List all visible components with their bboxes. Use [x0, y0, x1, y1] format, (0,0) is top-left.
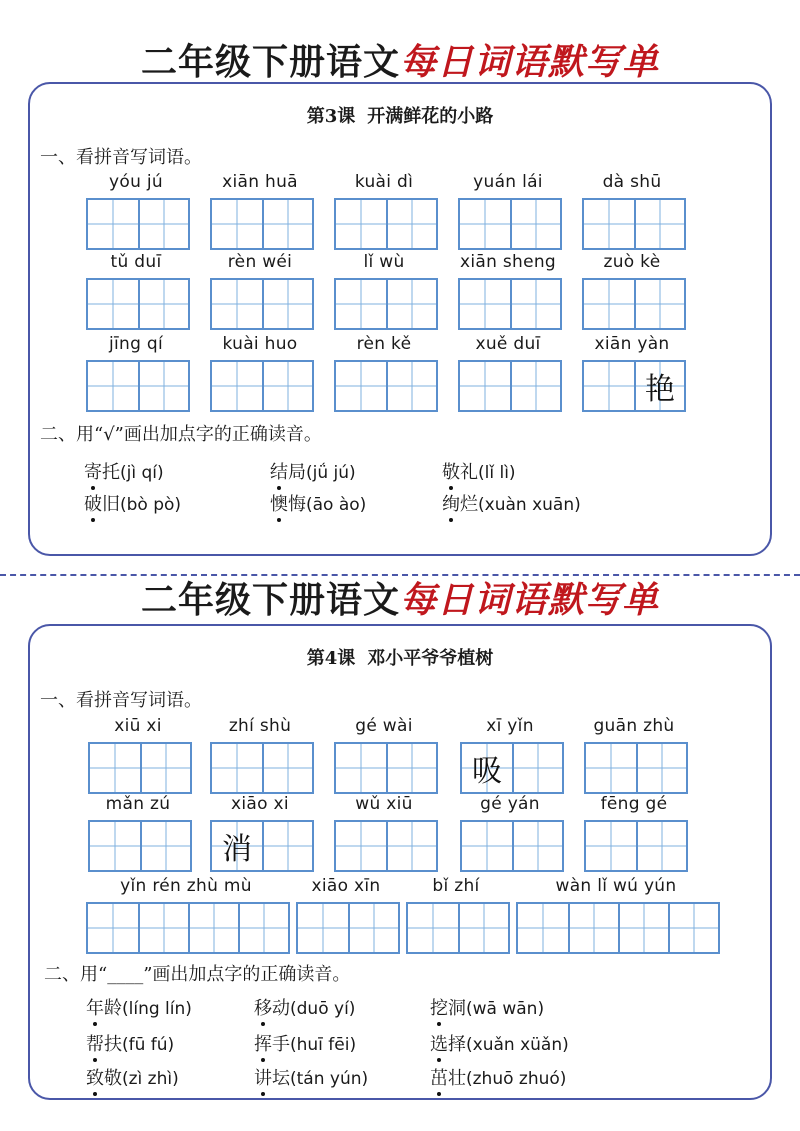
- item-word: 茁壮: [430, 1068, 466, 1089]
- pinyin-label: zhí shù: [228, 716, 292, 736]
- tian-zi-cell[interactable]: 艳: [634, 362, 684, 410]
- writing-grid[interactable]: [88, 742, 192, 794]
- tian-zi-cell[interactable]: [212, 200, 262, 248]
- tian-zi-cell[interactable]: 消: [212, 822, 262, 870]
- pronunciation-item: [442, 494, 581, 516]
- writing-grid[interactable]: [210, 278, 314, 330]
- item-word: 讲坛: [254, 1068, 290, 1089]
- tian-zi-cell[interactable]: [584, 362, 634, 410]
- writing-grid[interactable]: [458, 198, 562, 250]
- tian-zi-cell[interactable]: [138, 200, 188, 248]
- writing-grid[interactable]: [86, 198, 190, 250]
- emphasis-dot-icon: [261, 1022, 265, 1026]
- writing-grid[interactable]: [210, 742, 314, 794]
- pinyin-label: yóu jú: [109, 172, 163, 192]
- writing-grid[interactable]: [516, 902, 720, 954]
- writing-grid[interactable]: [86, 902, 290, 954]
- tian-zi-cell[interactable]: [386, 822, 436, 870]
- tian-zi-cell[interactable]: [568, 904, 618, 952]
- item-word: 挥手: [254, 1034, 290, 1055]
- emphasis-dot-icon: [277, 486, 281, 490]
- emphasis-dot-icon: [437, 1058, 441, 1062]
- writing-grid[interactable]: [296, 902, 400, 954]
- pronunciation-item: [430, 1068, 566, 1090]
- sheet1-section1-title: 一、看拼音写词语。: [40, 147, 202, 168]
- sheet2-header-grade: 二年级下册语文: [140, 580, 400, 621]
- tian-zi-cell[interactable]: [336, 280, 386, 328]
- tian-zi-cell[interactable]: [584, 280, 634, 328]
- writing-grid[interactable]: [460, 820, 564, 872]
- pinyin-label: xuě duī: [475, 334, 541, 354]
- tian-zi-cell[interactable]: [88, 280, 138, 328]
- pinyin-label: yǐn rén zhù mù: [120, 876, 252, 896]
- tian-zi-cell[interactable]: [262, 744, 312, 792]
- tian-zi-cell[interactable]: [584, 200, 634, 248]
- tian-zi-cell[interactable]: [138, 362, 188, 410]
- tian-zi-cell[interactable]: [138, 904, 188, 952]
- pinyin-label: yuán lái: [473, 172, 543, 192]
- writing-grid[interactable]: [458, 360, 562, 412]
- item-pinyin-options[interactable]: (zì zhì): [122, 1069, 179, 1089]
- writing-grid[interactable]: [334, 360, 438, 412]
- tian-zi-cell[interactable]: [512, 822, 562, 870]
- tian-zi-cell[interactable]: [518, 904, 568, 952]
- item-word: 挖洞: [430, 998, 466, 1019]
- writing-grid[interactable]: [334, 198, 438, 250]
- tian-zi-cell[interactable]: [212, 744, 262, 792]
- tian-zi-cell[interactable]: [460, 200, 510, 248]
- sheet1-header-title: 每日词语默写单: [400, 41, 660, 83]
- item-pinyin-options[interactable]: (wā wān): [466, 999, 545, 1019]
- tian-zi-cell[interactable]: [636, 744, 686, 792]
- pronunciation-item: [84, 494, 181, 516]
- item-pinyin-options[interactable]: (huī fēi): [290, 1035, 357, 1055]
- tian-zi-cell[interactable]: [336, 362, 386, 410]
- pinyin-label: tǔ duī: [110, 252, 162, 272]
- tian-zi-cell[interactable]: [510, 200, 560, 248]
- pronunciation-item: [86, 1068, 179, 1090]
- pinyin-label: guān zhù: [593, 716, 675, 736]
- tian-zi-cell[interactable]: 吸: [462, 744, 512, 792]
- item-word: 敬礼: [442, 462, 478, 483]
- sheet1-header: [0, 40, 800, 85]
- pronunciation-item: [86, 998, 192, 1020]
- pinyin-label: fēng gé: [600, 794, 668, 814]
- tian-zi-cell[interactable]: [386, 362, 436, 410]
- emphasis-dot-icon: [93, 1022, 97, 1026]
- item-pinyin-options[interactable]: (xuǎn xüǎn): [466, 1035, 569, 1055]
- writing-grid[interactable]: [334, 278, 438, 330]
- pinyin-label: jīng qí: [108, 334, 164, 354]
- item-word: 寄托: [84, 462, 120, 483]
- item-pinyin-options[interactable]: (jǘ jú): [306, 463, 356, 483]
- tian-zi-cell[interactable]: [510, 362, 560, 410]
- tian-zi-cell[interactable]: [386, 200, 436, 248]
- tian-zi-cell[interactable]: [386, 744, 436, 792]
- item-word: 绚烂: [442, 494, 478, 515]
- sheet2-header-title: 每日词语默写单: [400, 579, 660, 621]
- item-pinyin-options[interactable]: (líng lín): [122, 999, 192, 1019]
- tian-zi-cell[interactable]: [212, 362, 262, 410]
- tian-zi-cell[interactable]: [634, 280, 684, 328]
- tian-zi-cell[interactable]: [408, 904, 458, 952]
- pinyin-label: gé yán: [480, 794, 540, 814]
- tian-zi-cell[interactable]: [348, 904, 398, 952]
- pronunciation-item: [254, 998, 355, 1020]
- writing-grid[interactable]: [210, 198, 314, 250]
- pinyin-label: gé wài: [355, 716, 413, 736]
- sheet2-section2-title: 二、用“____”画出加点字的正确读音。: [44, 964, 351, 985]
- item-word: 致敬: [86, 1068, 122, 1089]
- pronunciation-item: [430, 1034, 569, 1056]
- pronunciation-item: [430, 998, 544, 1020]
- pinyin-label: bǐ zhí: [432, 876, 480, 896]
- tian-zi-cell[interactable]: [634, 200, 684, 248]
- pinyin-label: xiān sheng: [459, 252, 557, 272]
- pronunciation-item: [442, 462, 516, 484]
- item-word: 帮扶: [86, 1034, 122, 1055]
- tian-zi-cell[interactable]: [262, 280, 312, 328]
- emphasis-dot-icon: [91, 518, 95, 522]
- pinyin-label: wǔ xiū: [355, 794, 413, 814]
- pinyin-label: wàn lǐ wú yún: [555, 876, 677, 896]
- pronunciation-item: [86, 1034, 174, 1056]
- emphasis-dot-icon: [277, 518, 281, 522]
- pinyin-label: xiān yàn: [594, 334, 670, 354]
- sheet1-lesson-number: 第3课: [306, 106, 356, 127]
- sheet1-lesson-title: [30, 106, 770, 128]
- tian-zi-cell[interactable]: [668, 904, 718, 952]
- emphasis-dot-icon: [449, 486, 453, 490]
- item-word: 年龄: [86, 998, 122, 1019]
- tian-zi-cell[interactable]: [336, 822, 386, 870]
- item-pinyin-options[interactable]: (lǐ lì): [478, 463, 516, 483]
- tian-zi-cell[interactable]: [512, 744, 562, 792]
- sheet2-lesson-name: 邓小平爷爷植树: [367, 648, 494, 669]
- tian-zi-cell[interactable]: [140, 744, 190, 792]
- tian-zi-cell[interactable]: [140, 822, 190, 870]
- tian-zi-cell[interactable]: [262, 362, 312, 410]
- pinyin-label: xiū xi: [114, 716, 162, 736]
- writing-grid[interactable]: [584, 820, 688, 872]
- emphasis-dot-icon: [93, 1058, 97, 1062]
- pinyin-label: rèn kě: [356, 334, 412, 354]
- item-word: 移动: [254, 998, 290, 1019]
- tian-zi-cell[interactable]: [238, 904, 288, 952]
- item-pinyin-options[interactable]: (zhuō zhuó): [466, 1069, 567, 1089]
- pronunciation-item: [84, 462, 164, 484]
- tian-zi-cell[interactable]: [618, 904, 668, 952]
- tian-zi-cell[interactable]: [262, 822, 312, 870]
- sheet2-section1-title: 一、看拼音写词语。: [40, 690, 202, 711]
- pronunciation-item: [254, 1068, 368, 1090]
- sheet1-panel: [28, 82, 772, 556]
- tian-zi-cell[interactable]: [90, 822, 140, 870]
- emphasis-dot-icon: [449, 518, 453, 522]
- tian-zi-cell[interactable]: [460, 280, 510, 328]
- pinyin-label: xiāo xi: [231, 794, 289, 814]
- sheet2-lesson-number: 第4课: [306, 648, 356, 669]
- item-pinyin-options[interactable]: (tán yún): [290, 1069, 369, 1089]
- pronunciation-item: [270, 462, 356, 484]
- tian-zi-cell[interactable]: [336, 744, 386, 792]
- emphasis-dot-icon: [437, 1022, 441, 1026]
- sheet1-header-grade: 二年级下册语文: [140, 42, 400, 83]
- emphasis-dot-icon: [261, 1058, 265, 1062]
- tian-zi-cell[interactable]: [586, 744, 636, 792]
- tian-zi-cell[interactable]: [212, 280, 262, 328]
- pinyin-label: zuò kè: [603, 252, 661, 272]
- tian-zi-cell[interactable]: [586, 822, 636, 870]
- item-word: 破旧: [84, 494, 120, 515]
- item-word: 懊悔: [270, 494, 306, 515]
- tian-zi-cell[interactable]: [462, 822, 512, 870]
- tian-zi-cell[interactable]: [336, 200, 386, 248]
- item-word: 选择: [430, 1034, 466, 1055]
- sheet1-lesson-name: 开满鲜花的小路: [367, 106, 494, 127]
- emphasis-dot-icon: [437, 1092, 441, 1096]
- writing-grid[interactable]: [86, 278, 190, 330]
- item-word: 结局: [270, 462, 306, 483]
- sheet2-panel: [28, 624, 772, 1100]
- writing-grid[interactable]: [210, 820, 314, 872]
- writing-grid[interactable]: [210, 360, 314, 412]
- item-pinyin-options[interactable]: (fū fú): [122, 1035, 175, 1055]
- tian-zi-cell[interactable]: [298, 904, 348, 952]
- item-pinyin-options[interactable]: (bò pò): [120, 495, 182, 515]
- pinyin-label: rèn wéi: [227, 252, 293, 272]
- writing-grid[interactable]: [584, 742, 688, 794]
- tian-zi-cell[interactable]: [636, 822, 686, 870]
- tian-zi-cell[interactable]: [460, 362, 510, 410]
- item-pinyin-options[interactable]: (āo ào): [306, 495, 367, 515]
- pinyin-label: xiān huā: [222, 172, 298, 192]
- writing-grid[interactable]: [334, 820, 438, 872]
- item-pinyin-options[interactable]: (duō yí): [290, 999, 356, 1019]
- writing-grid[interactable]: [88, 820, 192, 872]
- tian-zi-cell[interactable]: [88, 200, 138, 248]
- sheet1-section2-title: 二、用“√”画出加点字的正确读音。: [40, 424, 322, 445]
- writing-grid[interactable]: [460, 742, 564, 794]
- pinyin-label: lǐ wù: [363, 252, 405, 272]
- tian-zi-cell[interactable]: [262, 200, 312, 248]
- pronunciation-item: [270, 494, 366, 516]
- pinyin-label: dà shū: [602, 172, 662, 192]
- pronunciation-item: [254, 1034, 356, 1056]
- tian-zi-cell[interactable]: [386, 280, 436, 328]
- writing-grid[interactable]: [582, 198, 686, 250]
- tian-zi-cell[interactable]: [88, 362, 138, 410]
- writing-grid[interactable]: [86, 360, 190, 412]
- writing-grid[interactable]: [406, 902, 510, 954]
- tian-zi-cell[interactable]: [88, 904, 138, 952]
- writing-grid[interactable]: [458, 278, 562, 330]
- page-divider: [0, 574, 800, 576]
- sheet2-lesson-title: [30, 648, 770, 670]
- tian-zi-cell[interactable]: [138, 280, 188, 328]
- emphasis-dot-icon: [261, 1092, 265, 1096]
- item-pinyin-options[interactable]: (xuàn xuān): [478, 495, 581, 515]
- writing-grid[interactable]: [334, 742, 438, 794]
- emphasis-dot-icon: [91, 486, 95, 490]
- tian-zi-cell[interactable]: [510, 280, 560, 328]
- tian-zi-cell[interactable]: [458, 904, 508, 952]
- tian-zi-cell[interactable]: [90, 744, 140, 792]
- sheet2-header: [0, 578, 800, 623]
- item-pinyin-options[interactable]: (jì qí): [120, 463, 164, 483]
- pinyin-label: kuài dì: [354, 172, 414, 192]
- writing-grid[interactable]: [582, 278, 686, 330]
- pinyin-label: kuài huo: [222, 334, 298, 354]
- tian-zi-cell[interactable]: [188, 904, 238, 952]
- pinyin-label: xiāo xīn: [311, 876, 381, 896]
- emphasis-dot-icon: [93, 1092, 97, 1096]
- writing-grid[interactable]: [582, 360, 686, 412]
- pinyin-label: xī yǐn: [486, 716, 534, 736]
- pinyin-label: mǎn zú: [105, 794, 171, 814]
